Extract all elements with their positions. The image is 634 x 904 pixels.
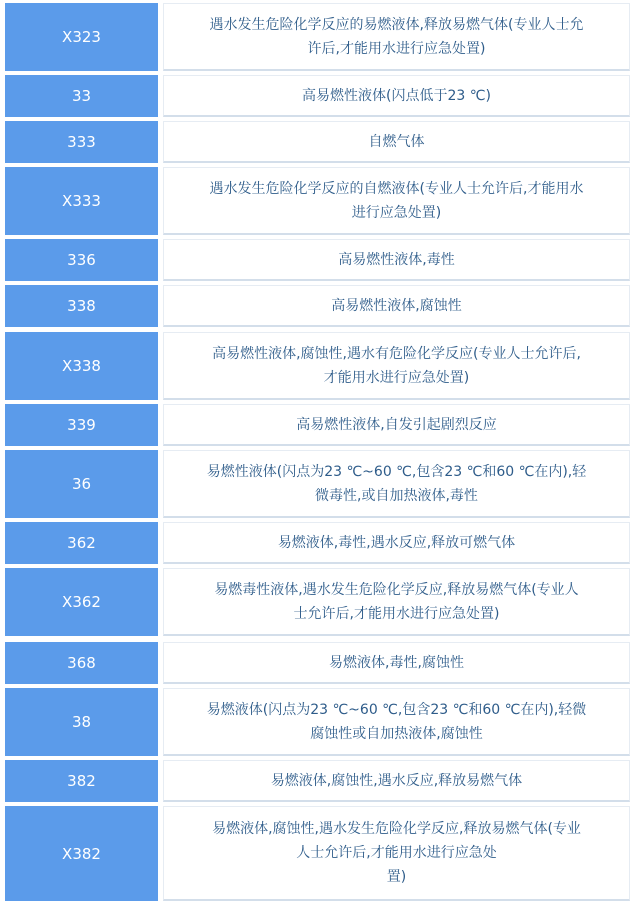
- description-line: 置): [386, 869, 407, 885]
- hazard-code-cell: 333: [5, 121, 158, 163]
- description-line: 遇水发生危险化学反应的自燃液体(专业人士允许后,才能用水: [209, 180, 584, 197]
- description-line: 高易燃性液体,腐蚀性,遇水有危险化学反应(专业人士允许后,: [212, 345, 581, 362]
- description-line: 高易燃性液体,毒性: [338, 251, 455, 268]
- hazard-description-cell: [163, 450, 630, 518]
- table-row: [0, 404, 634, 446]
- table-row: [0, 75, 634, 117]
- table-row: [0, 568, 634, 636]
- table-row: [0, 285, 634, 327]
- hazard-code-cell: X338: [5, 332, 158, 400]
- description-line: 高易燃性液体,腐蚀性: [331, 297, 462, 314]
- table-row: [0, 642, 634, 684]
- hazard-code-cell: 368: [5, 642, 158, 684]
- table-row: [0, 522, 634, 564]
- description-line: 进行应急处置): [351, 204, 442, 221]
- description-line: 许后,才能用水进行应急处置): [307, 40, 486, 57]
- hazard-description-cell: [163, 75, 630, 117]
- hazard-code-cell: X333: [5, 167, 158, 235]
- hazard-code-cell: 33: [5, 75, 158, 117]
- hazard-description-cell: [163, 239, 630, 281]
- description-line: 易燃液体,腐蚀性,遇水发生危险化学反应,释放易燃气体(专业: [212, 821, 581, 837]
- hazard-description-cell: [163, 121, 630, 163]
- description-line: 高易燃性液体(闪点低于23 ℃): [302, 87, 491, 104]
- description-line: 高易燃性液体,自发引起剧烈反应: [296, 416, 497, 433]
- hazard-code-cell: 338: [5, 285, 158, 327]
- description-line: 易燃性液体(闪点为23 ℃~60 ℃,包含23 ℃和60 ℃在内),轻: [206, 463, 587, 480]
- description-line: 易燃液体,腐蚀性,遇水反应,释放易燃气体: [270, 772, 523, 789]
- hazard-code-cell: X323: [5, 3, 158, 71]
- description-line: 自燃气体: [368, 133, 425, 150]
- hazard-description-cell: [163, 568, 630, 636]
- hazard-description-cell: [163, 806, 630, 901]
- description-line: 人士允许后,才能用水进行应急处: [296, 845, 497, 861]
- description-line: 士允许后,才能用水进行应急处置): [293, 605, 500, 622]
- hazard-code-cell: 382: [5, 760, 158, 802]
- table-row: [0, 239, 634, 281]
- hazard-code-cell: 339: [5, 404, 158, 446]
- hazard-code-cell: 362: [5, 522, 158, 564]
- table-row: [0, 688, 634, 756]
- hazard-code-cell: X362: [5, 568, 158, 636]
- table-row: [0, 332, 634, 400]
- description-line: 腐蚀性或自加热液体,腐蚀性: [310, 725, 483, 742]
- description-line: 遇水发生危险化学反应的易燃液体,释放易燃气体(专业人士允: [209, 16, 584, 33]
- hazard-code-cell: 36: [5, 450, 158, 518]
- hazard-code-cell: X382: [5, 806, 158, 901]
- description-line: 微毒性,或自加热液体,毒性: [315, 487, 478, 504]
- hazard-code-cell: 336: [5, 239, 158, 281]
- hazard-description-cell: [163, 3, 630, 71]
- hazard-description-cell: [163, 285, 630, 327]
- description-line: 易燃液体,毒性,遇水反应,释放可燃气体: [277, 534, 516, 551]
- table-row: [0, 450, 634, 518]
- description-line: 易燃液体(闪点为23 ℃~60 ℃,包含23 ℃和60 ℃在内),轻微: [206, 701, 587, 718]
- hazard-description-cell: [163, 642, 630, 684]
- hazard-description-cell: [163, 167, 630, 235]
- table-row: [0, 760, 634, 802]
- hazard-description-cell: [163, 522, 630, 564]
- table-row: [0, 3, 634, 71]
- hazard-code-cell: 38: [5, 688, 158, 756]
- table-row: [0, 806, 634, 901]
- hazard-description-cell: [163, 332, 630, 400]
- table-row: [0, 167, 634, 235]
- hazard-description-cell: [163, 404, 630, 446]
- description-line: 易燃毒性液体,遇水发生危险化学反应,释放易燃气体(专业人: [214, 581, 579, 598]
- hazard-description-cell: [163, 760, 630, 802]
- description-line: 易燃液体,毒性,腐蚀性: [329, 654, 464, 671]
- hazard-description-cell: [163, 688, 630, 756]
- table-row: [0, 121, 634, 163]
- description-line: 才能用水进行应急处置): [323, 369, 470, 386]
